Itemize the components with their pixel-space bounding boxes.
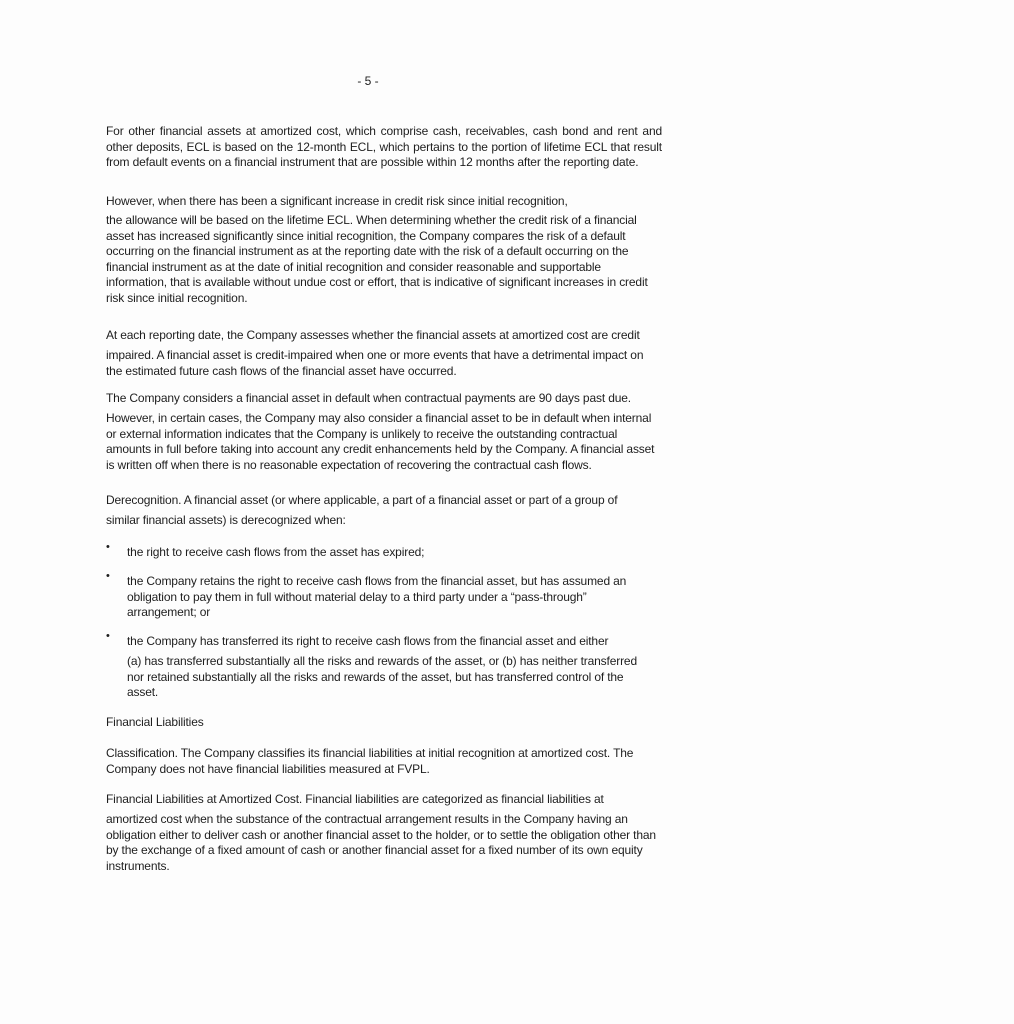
paragraph-amortized-cost: amortized cost when the substance of the contractual arrangement results in the Company having an obligation either to deliver cash or another financial asset to the holder, or to settle the obligation other than by the exchange of a fixed amount of cash or another financial asset for a fixed number of its own equity instruments. [106,812,656,873]
paragraph-default-cases: However, in certain cases, the Company may also consider a financial asset to be in default when internal or external information indicates that the Company is unlikely to receive the outstanding contractual amounts in full before taking into account any credit enhancements held by the Company. A financial asset is written off when there is no reasonable expectation of recovering the contractual cash flows. [106,411,655,472]
paragraph-classification: Classification. The Company classifies its financial liabilities at initial recognition at amortized cost. The Company does not have financial liabilities measured at FVPL. [106,746,634,776]
paragraph-derecognition: similar financial assets) is derecognized when: [106,513,346,527]
bullet-text: the Company retains the right to receive cash flows from the financial asset, but has assumed an obligation to pay them in full without material delay to a third party under a “pass-through” arrangement; or [127,574,627,620]
bullet-icon: • [106,541,110,553]
section-heading-financial-liabilities: Financial Liabilities [106,715,204,729]
paragraph-credit-impaired: impaired. A financial asset is credit-impaired when one or more events that have a detrimental impact on the estimated future cash flows of the financial asset have occurred. [106,348,644,378]
page-number: - 5 - [357,74,379,88]
bullet-icon: • [106,630,110,642]
paragraph-significant-increase-lead: However, when there has been a significant increase in credit risk since initial recognition, [106,194,568,208]
bullet-text-continued: (a) has transferred substantially all the risks and rewards of the asset, or (b) has neither transferred nor retained substantially all the risks and rewards of the asset, but has transferred control of the asset. [127,654,637,700]
bullet-icon: • [106,570,110,582]
paragraph-ecl-12-month: For other financial assets at amortized cost, which comprise cash, receivables, cash bond and rent and other deposits, ECL is based on the 12-month ECL, which pertains to the portion of lifetime ECL that result from default events on a financial instrument that are possible within 12 months after the reporting date. [106,124,662,170]
paragraph-derecognition-lead: Derecognition. A financial asset (or where applicable, a part of a financial asset or part of a group of [106,493,618,507]
paragraph-lifetime-ecl: the allowance will be based on the lifetime ECL. When determining whether the credit risk of a financial asset has increased significantly since initial recognition, the Company compares the risk of a default occurring on the financial instrument as at the reporting date with the risk of a default occurring on the financial instrument as at the date of initial recognition and consider reasonable and supportable information, that is available without undue cost or effort, that is indicative of significant increases in credit risk since initial recognition. [106,213,648,305]
bullet-text: the Company has transferred its right to receive cash flows from the financial asset and either [127,634,609,648]
paragraph-default-definition: The Company considers a financial asset in default when contractual payments are 90 days past due. [106,391,631,405]
bullet-text: the right to receive cash flows from the asset has expired; [127,545,425,559]
paragraph-amortized-cost-lead: Financial Liabilities at Amortized Cost. Financial liabilities are categorized as financial liabilities at [106,792,604,806]
paragraph-credit-impaired-lead: At each reporting date, the Company assesses whether the financial assets at amortized cost are credit [106,328,640,342]
